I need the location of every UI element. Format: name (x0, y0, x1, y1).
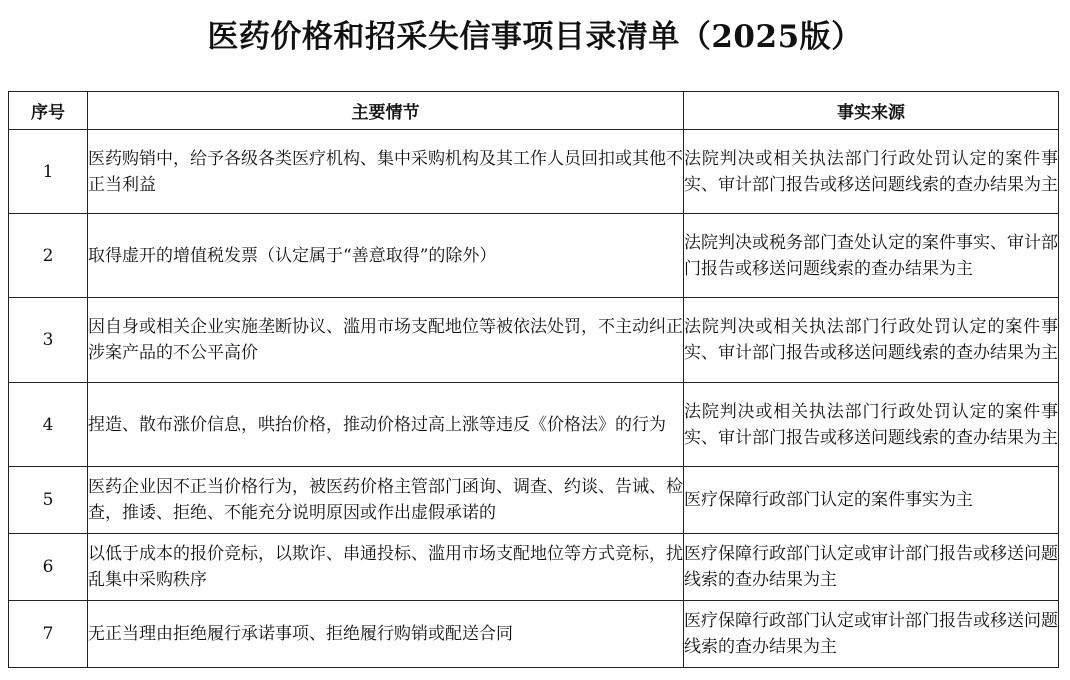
fact-source-cell: 法院判决或相关执法部门行政处罚认定的案件事实、审计部门报告或移送问题线索的查办结果为主 (684, 383, 1059, 467)
table-header-row (9, 92, 1059, 130)
table-row (9, 601, 1059, 668)
table-row (9, 298, 1059, 383)
fact-source-cell: 法院判决或相关执法部门行政处罚认定的案件事实、审计部门报告或移送问题线索的查办结果为主 (684, 298, 1059, 383)
serial-number-cell: 4 (9, 383, 88, 467)
fact-source-cell: 法院判决或相关执法部门行政处罚认定的案件事实、审计部门报告或移送问题线索的查办结果为主 (684, 130, 1059, 214)
fact-source-cell: 法院判决或税务部门查处认定的案件事实、审计部门报告或移送问题线索的查办结果为主 (684, 214, 1059, 298)
serial-number-cell: 6 (9, 534, 88, 601)
main-plot-cell: 医药企业因不正当价格行为，被医药价格主管部门函询、调查、约谈、告诫、检查，推诿、拒绝、不能充分说明原因或作出虚假承诺的 (88, 467, 684, 534)
fact-source-cell: 医疗保障行政部门认定的案件事实为主 (684, 467, 1059, 534)
main-plot-cell: 取得虚开的增值税发票（认定属于“善意取得”的除外） (88, 214, 684, 298)
fact-source-cell: 医疗保障行政部门认定或审计部门报告或移送问题线索的查办结果为主 (684, 601, 1059, 668)
serial-number-cell: 1 (9, 130, 88, 214)
catalog-table (8, 91, 1059, 668)
page-title: 医药价格和招采失信事项目录清单（2025版） (207, 19, 863, 55)
main-plot-cell: 捏造、散布涨价信息，哄抬价格，推动价格过高上涨等违反《价格法》的行为 (88, 383, 684, 467)
main-plot-cell: 无正当理由拒绝履行承诺事项、拒绝履行购销或配送合同 (88, 601, 684, 668)
header-main-plot: 主要情节 (88, 92, 684, 130)
table-row (9, 214, 1059, 298)
header-serial-number: 序号 (9, 92, 88, 130)
serial-number-cell: 2 (9, 214, 88, 298)
main-plot-cell: 以低于成本的报价竞标，以欺诈、串通投标、滥用市场支配地位等方式竞标，扰乱集中采购秩序 (88, 534, 684, 601)
fact-source-cell: 医疗保障行政部门认定或审计部门报告或移送问题线索的查办结果为主 (684, 534, 1059, 601)
table-row (9, 130, 1059, 214)
serial-number-cell: 3 (9, 298, 88, 383)
table-row (9, 534, 1059, 601)
table-row (9, 383, 1059, 467)
serial-number-cell: 7 (9, 601, 88, 668)
header-fact-source: 事实来源 (684, 92, 1059, 130)
table-row (9, 467, 1059, 534)
main-plot-cell: 因自身或相关企业实施垄断协议、滥用市场支配地位等被依法处罚，不主动纠正涉案产品的不公平高价 (88, 298, 684, 383)
main-plot-cell: 医药购销中，给予各级各类医疗机构、集中采购机构及其工作人员回扣或其他不正当利益 (88, 130, 684, 214)
serial-number-cell: 5 (9, 467, 88, 534)
